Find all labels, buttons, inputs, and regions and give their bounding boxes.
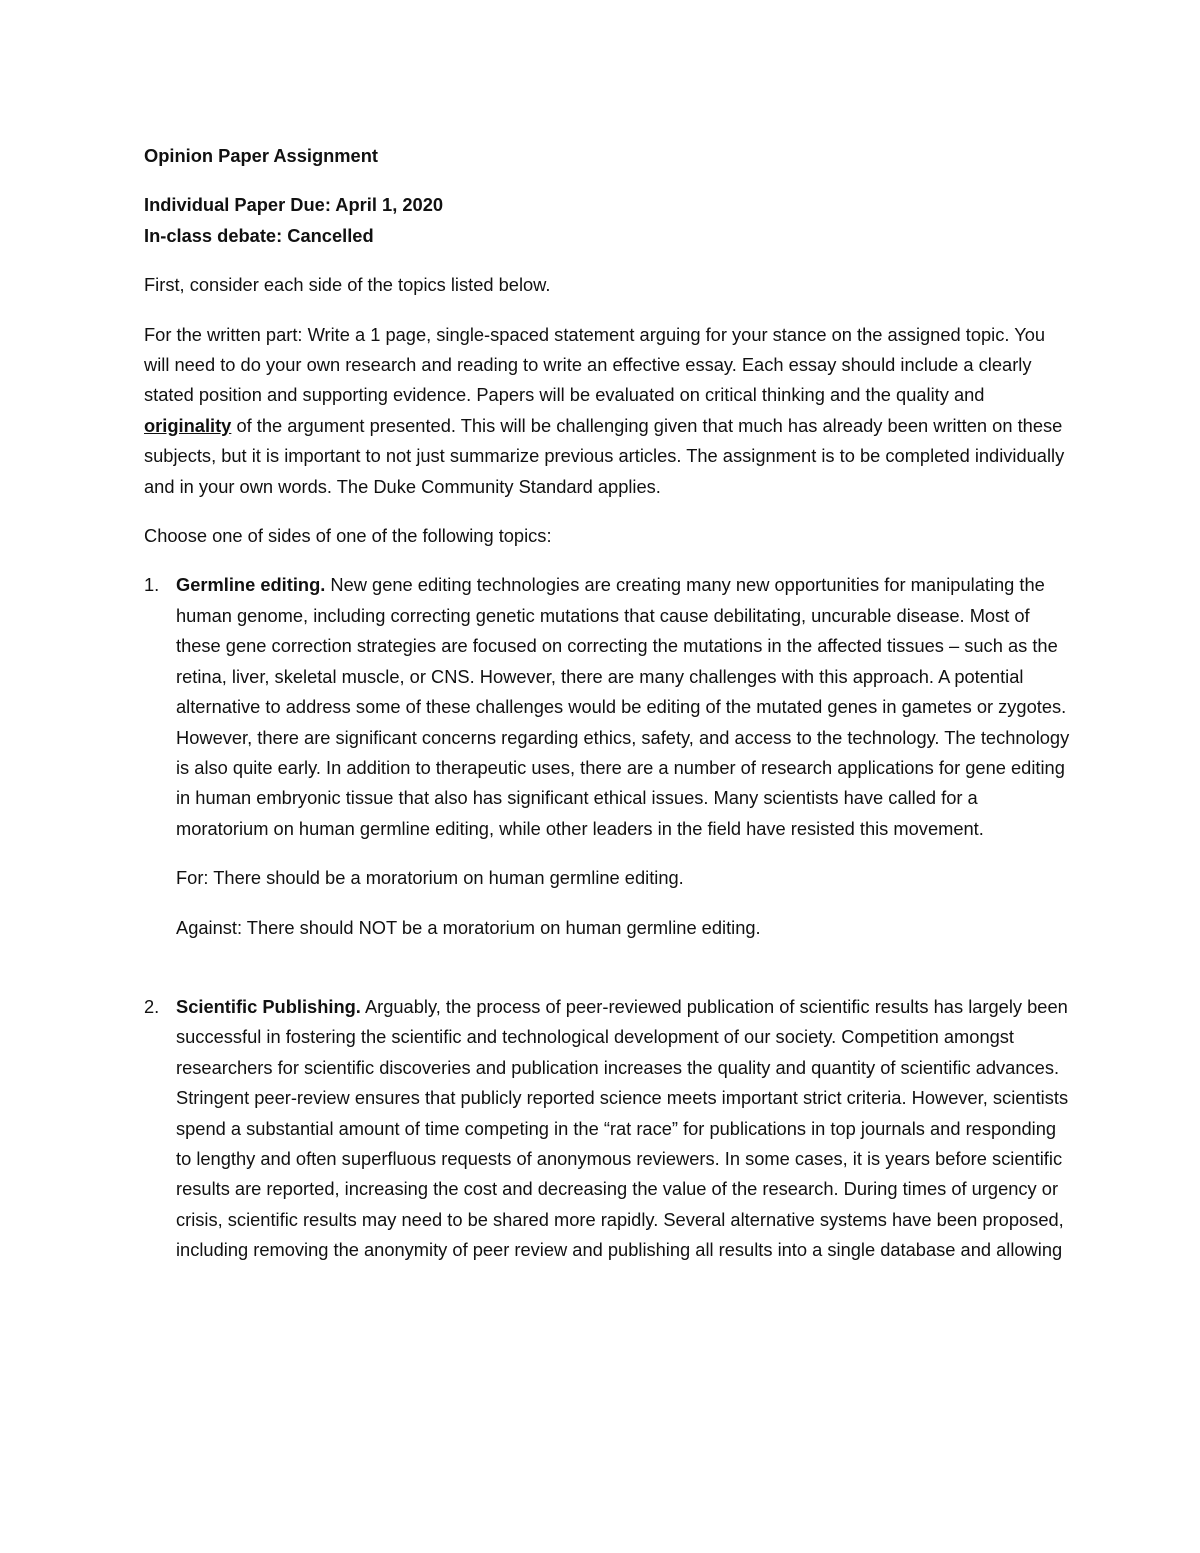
topic-item-germline-editing — [144, 570, 1070, 942]
section-spacer — [144, 962, 1070, 992]
written-part-text-after: of the argument presented. This will be challenging given that much has already been written on these subjects, but it is important to not just summarize previous articles. The assignment is to be completed individually and in your own words. The Duke Community Standard applies. — [144, 414, 1065, 497]
originality-emphasis: originality — [144, 414, 232, 436]
topic-body: Arguably, the process of peer-reviewed publication of scientific results has largely been successful in fostering the scientific and technological development of our society. Competition amongst researchers for scientific discoveries and publication increases the quality and quantity of scientific advances. Stringent peer-review ensures that publicly reported science meets important strict criteria. However, scientists spend a substantial amount of time competing in the “rat race” for publications in top journals and responding to lengthy and often superfluous requests of anonymous reviewers. In some cases, it is years before scientific results are reported, increasing the cost and decreasing the value of the research. During times of urgency or crisis, scientific results may need to be shared more rapidly. Several alternative systems have been proposed, including removing the anonymity of peer review and publishing all results into a single database and allowing — [176, 995, 1069, 1261]
topic-body: New gene editing technologies are creating many new opportunities for manipulating the human genome, including correcting genetic mutations that cause debilitating, uncurable disease. Most of these gene correction strategies are focused on correcting the mutations in the affected tissues – such as the retina, liver, skeletal muscle, or CNS. However, there are many challenges with this approach. A potential alternative to address some of these challenges would be editing of the mutated genes in gametes or zygotes. However, there are significant concerns regarding ethics, safety, and access to the technology. The technology is also quite early. In addition to therapeutic uses, there are a number of research applications for gene editing in human embryonic tissue that also has significant ethical issues. Many scientists have called for a moratorium on human germline editing, while other leaders in the field have resisted this movement. — [176, 574, 1070, 839]
stance-against: Against: There should NOT be a moratorium on human germline editing. — [176, 916, 761, 938]
meta-block — [144, 190, 1070, 251]
written-part-paragraph — [144, 320, 1070, 502]
stance-for: For: There should be a moratorium on human germline editing. — [176, 867, 684, 889]
debate-line: In-class debate: Cancelled — [144, 224, 374, 246]
topic-number: 2. — [144, 995, 160, 1017]
due-date-line: Individual Paper Due: April 1, 2020 — [144, 194, 444, 216]
choose-instruction: Choose one of sides of one of the following topics: — [144, 525, 552, 547]
topic-list — [144, 570, 1070, 1265]
topic-item-scientific-publishing — [144, 992, 1070, 1266]
topic-heading: Germline editing. — [176, 574, 326, 596]
written-part-text-before: For the written part: Write a 1 page, single-spaced statement arguing for your stance on the assigned topic. You will need to do your own research and reading to write an effective essay. Each essay should include a clearly stated position and supporting evidence. Papers will be evaluated on critical thinking and the quality and — [144, 323, 1046, 406]
topic-number: 1. — [144, 574, 160, 596]
topic-heading: Scientific Publishing. — [176, 995, 361, 1017]
document-title: Opinion Paper Assignment — [144, 145, 378, 166]
topic-description — [176, 992, 1070, 1266]
topic-description — [176, 570, 1070, 844]
intro-paragraph: First, consider each side of the topics listed below. — [144, 274, 551, 296]
